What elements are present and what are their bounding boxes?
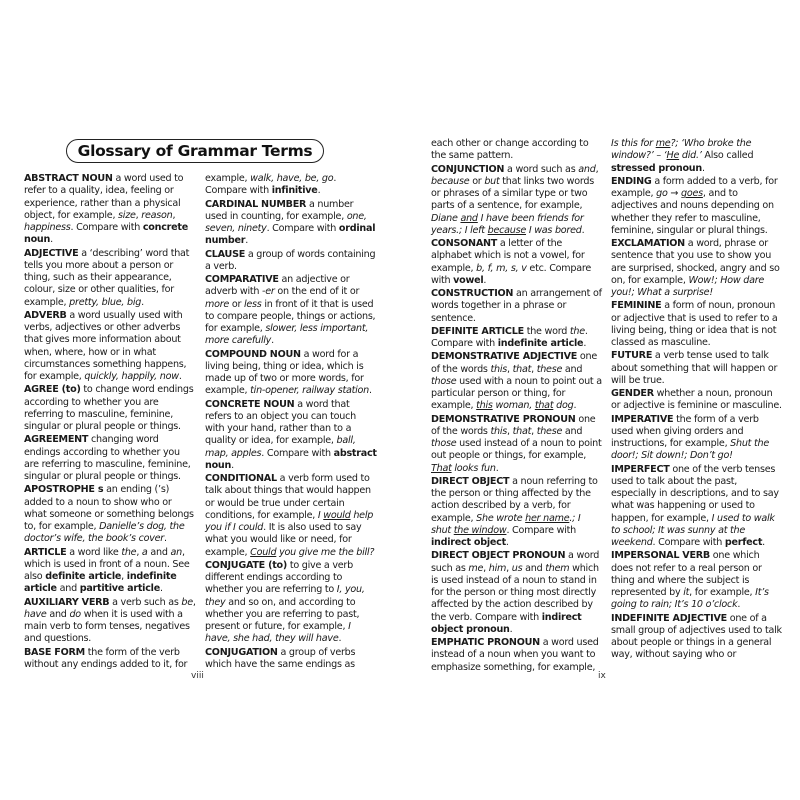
title-box <box>66 139 324 163</box>
glossary-entry: DIRECT OBJECT PRONOUN a word such as me, him, us and them which is used instead of a noun to stand in for the person or thing most directly affected by the action described by the verb. Compare with indirect object pronoun. <box>431 550 600 635</box>
glossary-entry: ABSTRACT NOUN a word used to refer to a quality, idea, feeling or experience, rather than a physical object, for example, size, reason, happiness. Compare with concrete noun. <box>24 173 189 246</box>
glossary-entry: ADJECTIVE a ‘describing’ word that tells you more about a person or thing, such as their appearance, colour, size or other qualities, for example, pretty, blue, big. <box>24 247 190 308</box>
glossary-entry: DEMONSTRATIVE PRONOUN one of the words this, that, these and those used instead of a noun to point out people or things, for example, That looks fun. <box>431 413 602 474</box>
glossary-entry: COMPOUND NOUN a word for a living being, thing or idea, which is made up of two or more words, for example, tin-opener, railway station. <box>205 348 372 397</box>
glossary-entry: IMPERSONAL VERB one which does not refer to a real person or thing and where the subject is represented by it, for example, It’s going to rain; It’s 10 o’clock. <box>611 550 769 611</box>
glossary-entry: AGREEMENT changing word endings according to whether you are referring to masculine, feminine, singular or plural people or things. <box>24 434 191 482</box>
glossary-entry: EXCLAMATION a word, phrase or sentence that you use to show you are surprised, shocked, angry and so on, for example, Wow!; How dare you!; What a surprise! <box>611 238 780 298</box>
glossary-entry: AUXILIARY VERB a verb such as be, have and do when it is used with a main verb to form tenses, negatives and questions. <box>24 596 196 645</box>
glossary-entry: COMPARATIVE an adjective or adverb with -er on the end of it or more or less in front of it that is used to compare people, things or actions, for example, slower, less important, more carefully. <box>205 274 376 347</box>
glossary-entry: FUTURE a verb tense used to talk about something that will happen or will be true. <box>611 350 778 386</box>
glossary-entry: DEMONSTRATIVE ADJECTIVE one of the words this, that, these and those used with a noun to point out a particular person or thing, for example, this woman, that dog. <box>431 351 602 412</box>
glossary-entry: example, walk, have, be, go. Compare with infinitive. <box>205 173 337 197</box>
glossary-column-2 <box>205 173 377 672</box>
glossary-entry: CONJUNCTION a word such as and, because or but that links two words or phrases of a similar type or two parts of a sentence, for example, Diane and I have been friends for years.; I left because I was bored. <box>431 163 599 236</box>
glossary-entry: CARDINAL NUMBER a number used in counting, for example, one, seven, ninety. Compare with ordinal number. <box>205 198 376 247</box>
glossary-entry: ARTICLE a word like the, a and an, which is used in front of a noun. See also definite article, indefinite article and partitive article. <box>24 546 190 595</box>
glossary-entry: BASE FORM the form of the verb without any endings added to it, for <box>24 646 188 670</box>
glossary-entry: ENDING a form added to a verb, for example, go → goes, and to adjectives and nouns depending on whether they refer to masculine, feminine, singular or plural things. <box>611 175 778 236</box>
glossary-entry: CONSTRUCTION an arrangement of words together in a phrase or sentence. <box>431 288 602 324</box>
page-number-left: viii <box>191 671 204 681</box>
glossary-entry: APOSTROPHE s an ending (’s) added to a noun to show who or what someone or something belongs to, for example, Danielle’s dog, the doctor’s wife, the book’s cover. <box>24 484 194 545</box>
glossary-entry: CONJUGATION a group of verbs which have the same endings as <box>205 646 356 670</box>
glossary-entry: CLAUSE a group of words containing a verb. <box>205 248 376 272</box>
page-title: Glossary of Grammar Terms <box>77 142 313 160</box>
glossary-entry: IMPERATIVE the form of a verb used when giving orders and instructions, for example, Shut the door!; Sit down!; Don’t go! <box>611 413 769 462</box>
glossary-entry: each other or change according to the same pattern. <box>431 138 589 162</box>
glossary-entry: FEMININE a form of noun, pronoun or adjective that is used to refer to a living being, thing or idea that is not classed as masculine. <box>611 300 778 348</box>
glossary-entry: CONDITIONAL a verb form used to talk about things that would happen or would be true under certain conditions, for example, I would help you if I could. It is also used to say what you would like or need, for example, Could you give me the bill? <box>205 473 375 558</box>
glossary-entry: Is this for me?; ‘Who broke the window?’ – ‘He did.’ Also called stressed pronoun. <box>611 138 754 174</box>
glossary-entry: GENDER whether a noun, pronoun or adjective is feminine or masculine. <box>611 388 782 412</box>
glossary-entry: IMPERFECT one of the verb tenses used to talk about the past, especially in descriptions, and to say what was happening or used to happen, for example, I used to walk to school; It was sunny at the weekend. Compare with perfect. <box>611 463 779 548</box>
glossary-column-3 <box>431 138 603 675</box>
glossary-entry: EMPHATIC PRONOUN a word used instead of a noun when you want to emphasize something, for example, <box>431 637 599 673</box>
glossary-entry: AGREE (to) to change word endings according to whether you are referring to masculine, feminine, singular or plural people or things. <box>24 384 194 432</box>
glossary-entry: ADVERB a word usually used with verbs, adjectives or other adverbs that gives more information about when, where, how or in what circumstances something happens, for example, quickly, happily, now. <box>24 309 187 382</box>
glossary-entry: INDEFINITE ADJECTIVE one of a small group of adjectives used to talk about people or things in a general way, without saying who or <box>611 612 782 661</box>
glossary-column-1 <box>24 173 196 672</box>
glossary-entry: CONCRETE NOUN a word that refers to an object you can touch with your hand, rather than to a quality or idea, for example, ball, map, apples. Compare with abstract noun. <box>205 398 377 471</box>
glossary-entry: CONJUGATE (to) to give a verb different endings according to whether you are referring to I, you, they and so on, and according to whether you are referring to past, present or future, for example, I have, she had, they will have. <box>205 559 365 645</box>
glossary-column-4 <box>611 138 783 663</box>
page-number-right: ix <box>598 671 606 681</box>
glossary-entry: CONSONANT a letter of the alphabet which is not a vowel, for example, b, f, m, s, v etc. Compare with vowel. <box>431 238 591 286</box>
glossary-entry: DEFINITE ARTICLE the word the. Compare with indefinite article. <box>431 325 588 349</box>
glossary-entry: DIRECT OBJECT a noun referring to the person or thing affected by the action described by a verb, for example, She wrote her name.; I shut the window. Compare with indirect object. <box>431 475 598 548</box>
